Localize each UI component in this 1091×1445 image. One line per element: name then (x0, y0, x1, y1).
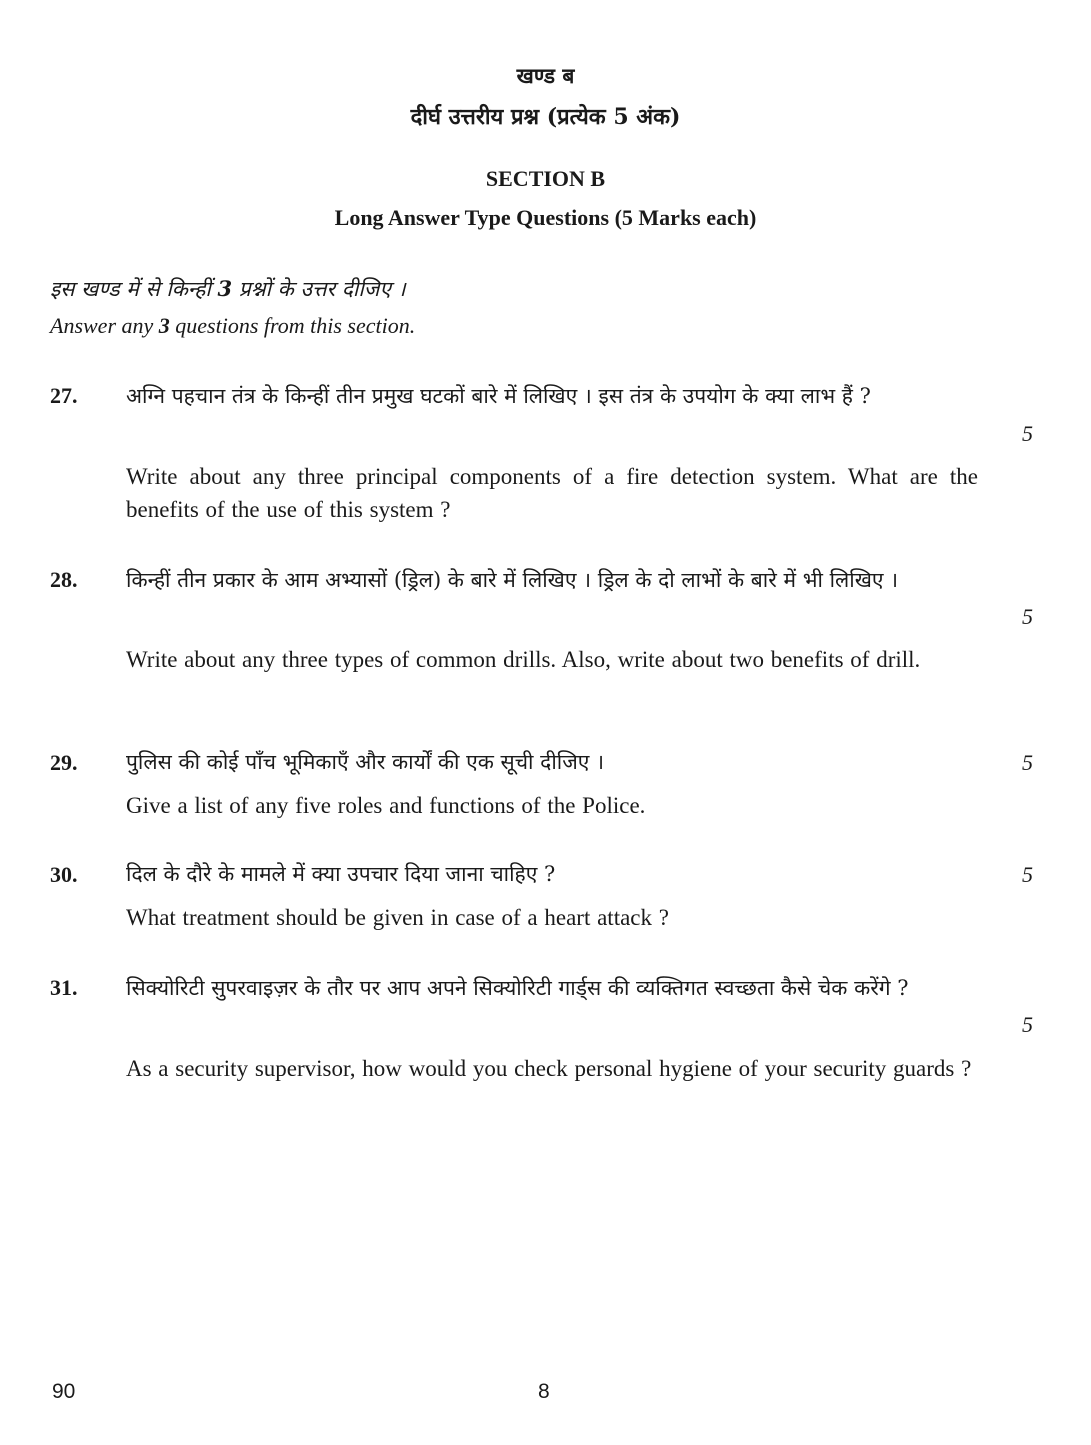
hindi-section-heading: खण्ड ब (516, 63, 575, 88)
question-english-text: What treatment should be given in case of a heart attack ? (126, 905, 669, 930)
english-instruction (50, 313, 415, 339)
page-number: 8 (538, 1380, 550, 1403)
hindi-instruction-suffix: प्रश्नों के उत्तर दीजिए । (232, 277, 406, 301)
question-number: 31. (50, 975, 78, 1000)
question-marks: 5 (1022, 750, 1033, 775)
english-section-heading: SECTION B (485, 166, 606, 191)
question-number: 28. (50, 567, 78, 592)
hindi-instruction-number: 3 (217, 276, 233, 301)
question-number: 30. (50, 862, 78, 887)
question-number: 29. (50, 750, 78, 775)
question-hindi-text: किन्हीं तीन प्रकार के आम अभ्यासों (ड्रिल) के बारे में लिखिए । ड्रिल के दो लाभों के बारे में भी लिखिए । (126, 568, 899, 592)
hindi-instruction-prefix: इस खण्ड में से किन्हीं (50, 277, 218, 301)
english-instruction-prefix: Answer any (50, 313, 159, 338)
english-section-subtitle: Long Answer Type Questions (5 Marks each) (334, 205, 757, 230)
question-marks: 5 (1022, 1012, 1033, 1037)
question-hindi-text: अग्नि पहचान तंत्र के किन्हीं तीन प्रमुख घटकों बारे में लिखिए । इस तंत्र के उपयोग के क्या लाभ हैं ? (126, 384, 871, 408)
hindi-section-subtitle: दीर्घ उत्तरीय प्रश्न (प्रत्येक 5 अंक) (410, 104, 681, 130)
paper-code: 90 (52, 1380, 76, 1403)
question-number: 27. (50, 383, 78, 408)
question-english-text: As a security supervisor, how would you check personal hygiene of your security guards ? (126, 1056, 972, 1081)
question-hindi-text: पुलिस की कोई पाँच भूमिकाएँ और कार्यों की एक सूची दीजिए । (126, 750, 605, 774)
english-instruction-number: 3 (158, 313, 170, 338)
question-marks: 5 (1022, 862, 1033, 887)
hindi-instruction (50, 275, 406, 303)
question-hindi-text: सिक्योरिटी सुपरवाइज़र के तौर पर आप अपने सिक्योरिटी गार्ड्स की व्यक्तिगत स्वच्छता कैसे चेक करेंगे ? (126, 976, 909, 1000)
question-english-text: Give a list of any five roles and functions of the Police. (126, 793, 646, 818)
question-marks: 5 (1022, 421, 1033, 446)
question-hindi-text: दिल के दौरे के मामले में क्या उपचार दिया जाना चाहिए ? (126, 862, 556, 886)
english-instruction-suffix: questions from this section. (169, 313, 416, 338)
question-english-text: Write about any three types of common drills. Also, write about two benefits of drill. (126, 647, 921, 672)
question-marks: 5 (1022, 604, 1033, 629)
question-english-text: Write about any three principal components of a fire detection system. What are the benefits of the use of this system ? (126, 464, 978, 522)
